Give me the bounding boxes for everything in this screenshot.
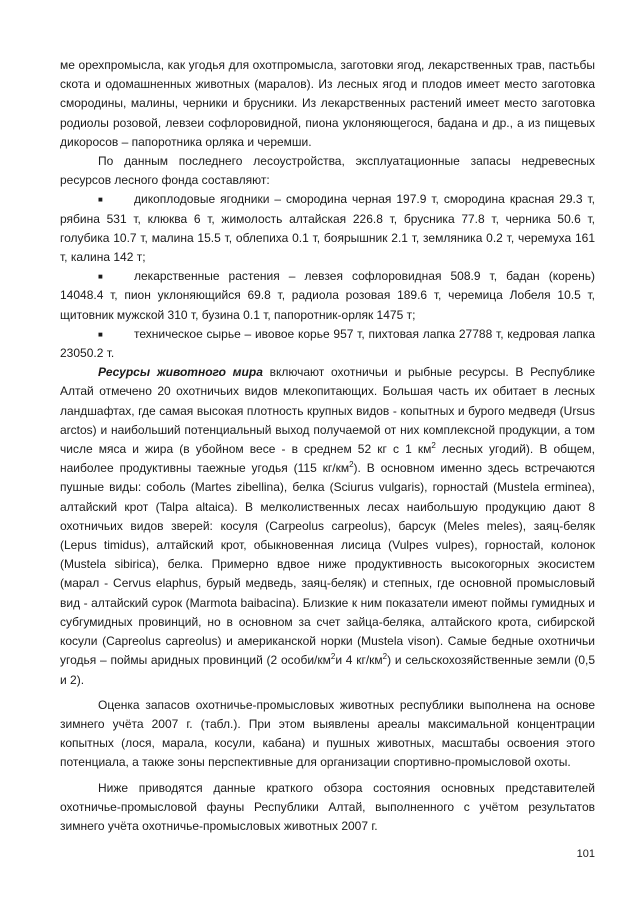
paragraph-overview: Ниже приводятся данные краткого обзора состояния основных представителей охотничье-промысловой фауны Республики Алтай, выполненного с учётом результатов зимнего учёта охотничье-промысловых животных 2007 г. <box>60 780 595 833</box>
paragraph-continuation: ме орехпромысла, как угодья для охотпромысла, заготовки ягод, лекарственных трав, пастьбы скота и одомашненных животных (маралов). Из лесных ягод и плодов имеет место заготовка смородины, малины, черники и брусники. Из лекарственных растений имеет место заготовка родиолы розовой, левзеи софлоровидной, пиона уклоняющегося, бадана и др., а из пищевых дикоросов – папоротника орляка и черемши. <box>60 58 595 149</box>
section-term: Ресурсы животного мира <box>98 365 263 380</box>
text-segment: включают охотничьи и рыбные ресурсы. В Республике Алтай отмечено 20 охотничьих видов млекопитающих. Большая часть их обитает в лесных ландшафтах, где самая высокая плотность крупных видов - копытных и бурого медведя (Ursus arctos) и наибольший потенциальный выход получаемой от них комплексной продукции, а том числе мяса и жира (в убойном весе - в среднем 52 кг с 1 км <box>60 365 596 457</box>
superscript: 2 <box>330 652 336 662</box>
bullet-item-technical <box>60 325 595 363</box>
paragraph-assessment: Оценка запасов охотничье-промысловых животных республики выполнена на основе зимнего учёта 2007 г. (табл.). При этом выявлены ареалы максимальной концентрации копытных (лося, марала, косули, кабана) и пушных животных, масштабы освоения этого потенциала, а также зоны перспективные для организации спортивно-промысловой охоты. <box>60 697 595 770</box>
bullet-marker-icon: ■ <box>98 195 103 205</box>
bullet-item-berries <box>60 190 595 267</box>
page-body <box>60 56 595 836</box>
text-segment: ) и сельскохозяйственные земли (0,5 и 2). <box>60 653 596 687</box>
text-segment: лесных угодий). В общем, наиболее продуктивны таежные угодья (115 кг/км <box>60 442 596 476</box>
superscript: 2 <box>431 441 436 451</box>
bullet-item-medicinal <box>60 267 595 325</box>
text-segment: ). В основном именно здесь встречаются пушные виды: соболь (Martes zibellina), белка (Sciurus vulgaris), горностай (Mustela erminea), алтайский крот (Talpa altaica). В мелколиственных лесах наибольшую продукцию дают 8 охотничьих видов зверей: косуля (Carpeolus carpeolus), барсук (Meles meles), заяц-беляк (Lepus timidus), алтайский крот, обыкновенная лисица (Vulpes vulpes), горностай, колонок (Mustela sibirica), белка. Примерно вдвое ниже продуктивность высокогорных экосистем (марал - Cervus elaphus, бурый медведь, заяц-беляк) и степных, где основной промысловый вид - алтайский сурок (Marmota baibacina). Близкие к ним показатели имеют поймы гумидных и субгумидных провинций, но в основном за счет зайца-беляка, алтайского крота, сибирской косули (Capreolus capreolus) и американской норки (Mustela vison). Самые бедные охотничьи угодья – поймы аридных провинций (2 особи/км <box>60 461 595 668</box>
bullet-text: дикоплодовые ягодники – смородина черная 197.9 т, смородина красная 29.3 т, рябина 531 т, клюква 6 т, жимолость алтайская 226.8 т, брусника 77.8 т, черника 50.6 т, голубика 10.7 т, малина 15.5 т, облепиха 0.1 т, боярышник 2.1 т, земляника 0.2 т, черемуха 161 т, калина 142 т; <box>60 192 595 265</box>
superscript: 2 <box>349 460 354 470</box>
bullet-text: техническое сырье – ивовое корье 957 т, пихтовая лапка 27788 т, кедровая лапка 23050.2 т. <box>60 326 595 361</box>
bullet-text: лекарственные растения – левзея софлоровидная 508.9 т, бадан (корень) 14048.4 т, пион уклоняющийся 69.8 т, радиола розовая 189.6 т, черемица Лобеля 10.5 т, щитовник мужской 310 т, бузина 0.1 т, папоротник-орляк 1475 т; <box>60 269 595 322</box>
superscript: 2 <box>382 652 388 662</box>
paragraph-resources-intro: По данным последнего лесоустройства, эксплуатационные запасы недревесных ресурсов лесного фонда составляют: <box>60 154 595 188</box>
bullet-marker-icon: ■ <box>98 272 103 282</box>
paragraph-animal-resources <box>60 363 595 689</box>
bullet-marker-icon: ■ <box>98 329 103 339</box>
page-number: 101 <box>576 848 595 860</box>
text-segment: и 4 кг/км <box>335 653 383 668</box>
